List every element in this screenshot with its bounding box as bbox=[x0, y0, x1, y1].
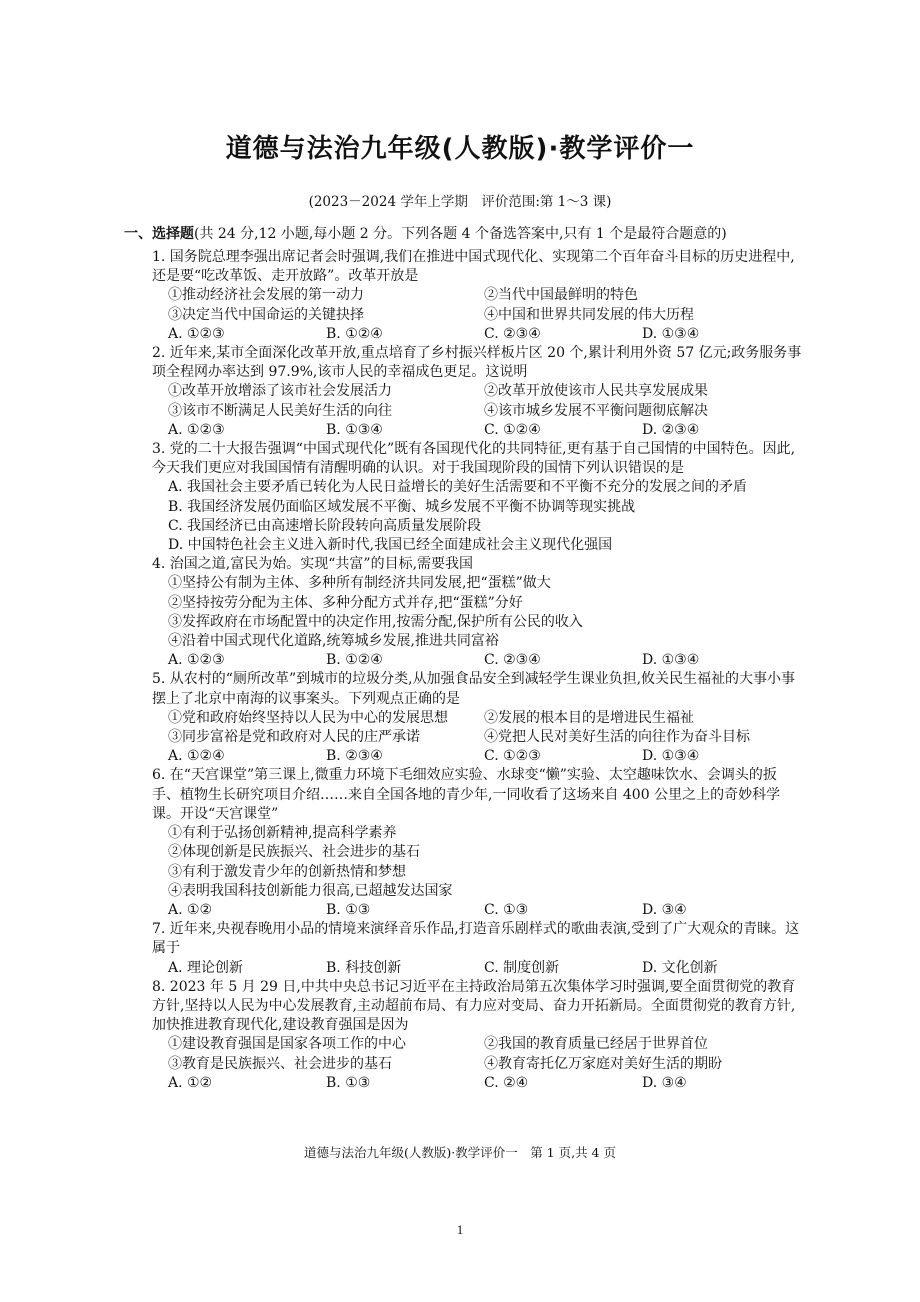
answer-choice: C. ①②③ bbox=[484, 748, 541, 765]
answer-choice: D. ①③④ bbox=[642, 748, 700, 765]
page-title: 道德与法治九年级(人教版)·教学评价一 bbox=[225, 134, 695, 164]
answer-choice: C. 制度创新 bbox=[484, 959, 560, 976]
answer-choice: B. ①③ bbox=[326, 1074, 371, 1091]
answer-row bbox=[152, 325, 802, 344]
option: ①推动经济社会发展的第一动力 bbox=[168, 287, 364, 304]
answer-choice: A. 理论创新 bbox=[168, 959, 244, 976]
answer-choice: A. ①②③ bbox=[168, 325, 225, 342]
answer-choice: D. ②③④ bbox=[642, 421, 700, 438]
option-row bbox=[152, 382, 802, 401]
option: ④该市城乡发展不平衡问题彻底解决 bbox=[484, 402, 708, 419]
answer-choice: A. 我国社会主要矛盾已转化为人民日益增长的美好生活需要和不平衡不充分的发展之间的矛盾 bbox=[168, 479, 748, 496]
option: ④教育寄托亿万家庭对美好生活的期盼 bbox=[484, 1055, 722, 1072]
answer-choice: B. ①②④ bbox=[326, 652, 383, 669]
question-stem: 1. 国务院总理李强出席记者会时强调,我们在推进中国式现代化、实现第二个百年奋斗目标的历史进程中,还是要“吃改革饭、走开放路”。改革开放是 bbox=[152, 249, 795, 285]
answer-choice: C. 我国经济已由高速增长阶段转向高质量发展阶段 bbox=[168, 517, 482, 534]
option: ④表明我国科技创新能力很高,已超越发达国家 bbox=[168, 882, 453, 899]
option: ③同步富裕是党和政府对人民的庄严承诺 bbox=[168, 729, 420, 746]
option: ②当代中国最鲜明的特色 bbox=[484, 287, 638, 304]
answer-choice: A. ①②③ bbox=[168, 421, 225, 438]
question-stem: 6. 在“天宫课堂”第三课上,微重力环境下毛细效应实验、水球变“懒”实验、太空趣味饮水、会调头的扳手、植物生长研究项目介绍……来自全国各地的青少年,一同收看了这场来自 400 公里之上的奇妙科学课。开设“天宫课堂” bbox=[152, 767, 781, 822]
section-heading bbox=[124, 224, 804, 244]
answer-row bbox=[152, 901, 802, 920]
answer-choice: D. ③④ bbox=[642, 1074, 687, 1091]
question-8 bbox=[152, 978, 802, 1093]
option: ①党和政府始终坚持以人民为中心的发展思想 bbox=[168, 709, 448, 726]
option-row bbox=[152, 1035, 802, 1054]
option: ①建设教育强国是国家各项工作的中心 bbox=[168, 1036, 406, 1053]
question-list bbox=[152, 248, 802, 1093]
question-3 bbox=[152, 440, 802, 555]
option-row bbox=[152, 1055, 802, 1074]
option: ②发展的根本目的是增进民生福祉 bbox=[484, 709, 694, 726]
answer-choice: C. ①②④ bbox=[484, 421, 541, 438]
question-stem: 4. 治国之道,富民为始。实现“共富”的目标,需要我国 bbox=[152, 556, 474, 573]
option: ④沿着中国式现代化道路,统筹城乡发展,推进共同富裕 bbox=[168, 633, 499, 650]
question-4 bbox=[152, 555, 802, 670]
answer-choice: B. 我国经济发展仍面临区域发展不平衡、城乡发展不平衡不协调等现实挑战 bbox=[168, 498, 636, 515]
answer-choice: A. ①②③ bbox=[168, 652, 225, 669]
answer-choice: D. ③④ bbox=[642, 901, 687, 918]
option: ③教育是民族振兴、社会进步的基石 bbox=[168, 1055, 392, 1072]
answer-choice: D. ①③④ bbox=[642, 325, 700, 342]
answer-choice: A. ①②④ bbox=[168, 748, 225, 765]
option: ②我国的教育质量已经居于世界首位 bbox=[484, 1036, 708, 1053]
question-1 bbox=[152, 248, 802, 344]
answer-choice: C. ②③④ bbox=[484, 652, 541, 669]
option: ①有利于弘扬创新精神,提高科学素养 bbox=[168, 825, 397, 842]
question-stem: 3. 党的二十大报告强调“中国式现代化”既有各国现代化的共同特征,更有基于自己国情的中国特色。因此,今天我们更应对我国国情有清醒明确的认识。对于我国现阶段的国情下列认识错误的是 bbox=[152, 441, 796, 477]
option-row bbox=[152, 709, 802, 728]
answer-choice: D. 文化创新 bbox=[642, 959, 718, 976]
question-stem: 7. 近年来,央视春晚用小品的情境来演绎音乐作品,打造音乐剧样式的歌曲表演,受到了广大观众的青睐。这属于 bbox=[152, 921, 800, 957]
option: ④党把人民对美好生活的向往作为奋斗目标 bbox=[484, 729, 750, 746]
option: ④中国和世界共同发展的伟大历程 bbox=[484, 306, 694, 323]
answer-row bbox=[152, 651, 802, 670]
answer-row bbox=[152, 1074, 802, 1093]
option: ③决定当代中国命运的关键抉择 bbox=[168, 306, 364, 323]
option: ②改革开放使该市人民共享发展成果 bbox=[484, 383, 708, 400]
option: ①坚持公有制为主体、多种所有制经济共同发展,把“蛋糕”做大 bbox=[168, 575, 551, 592]
answer-choice: C. ②③④ bbox=[484, 325, 541, 342]
answer-choice: B. ①③④ bbox=[326, 421, 383, 438]
question-stem: 8. 2023 年 5 月 29 日,中共中央总书记习近平在主持政治局第五次集体学习时强调,要全面贯彻党的教育方针,坚持以人民为中心发展教育,主动超前布局、有力应对变局、奋力开拓新局。全面贯彻党的教育方针,加快推进教育现代化,建设教育强国是因为 bbox=[152, 978, 796, 1034]
option: ③该市不断满足人民美好生活的向往 bbox=[168, 402, 392, 419]
answer-choice: A. ①② bbox=[168, 1074, 213, 1091]
option-row bbox=[152, 306, 802, 325]
answer-choice: B. 科技创新 bbox=[326, 959, 402, 976]
question-5 bbox=[152, 670, 802, 766]
question-stem: 5. 从农村的“厕所改革”到城市的垃圾分类,从加强食品安全到减轻学生课业负担,攸关民生福祉的大事小事摆上了北京中南海的议事案头。下列观点正确的是 bbox=[152, 671, 796, 707]
page-number: 1 bbox=[456, 1222, 464, 1237]
option: ②体现创新是民族振兴、社会进步的基石 bbox=[168, 844, 420, 861]
answer-choice: D. ①③④ bbox=[642, 652, 700, 669]
answer-row bbox=[152, 421, 802, 440]
question-7 bbox=[152, 920, 802, 978]
answer-choice: D. 中国特色社会主义进入新时代,我国已经全面建成社会主义现代化强国 bbox=[168, 537, 613, 554]
answer-choice: C. ②④ bbox=[484, 1074, 529, 1091]
option: ①改革开放增添了该市社会发展活力 bbox=[168, 383, 392, 400]
answer-choice: B. ①②④ bbox=[326, 325, 383, 342]
section-desc: (共 24 分,12 小题,每小题 2 分。下列各题 4 个备选答案中,只有 1 个是最符合题意的) bbox=[194, 226, 727, 242]
answer-row bbox=[152, 959, 802, 978]
option: ③有利于激发青少年的创新热情和梦想 bbox=[168, 863, 406, 880]
option-row bbox=[152, 286, 802, 305]
answer-choice: B. ②③④ bbox=[326, 748, 383, 765]
option: ②坚持按劳分配为主体、多种分配方式并存,把“蛋糕”分好 bbox=[168, 594, 523, 611]
question-2 bbox=[152, 344, 802, 440]
option-row bbox=[152, 728, 802, 747]
question-6 bbox=[152, 766, 802, 920]
answer-row bbox=[152, 747, 802, 766]
page-footer: 道德与法治九年级(人教版)·教学评价一 第 1 页,共 4 页 bbox=[303, 1145, 616, 1160]
answer-choice: A. ①② bbox=[168, 901, 213, 918]
answer-choice: B. ①③ bbox=[326, 901, 371, 918]
option-row bbox=[152, 402, 802, 421]
section-head: 一、选择题 bbox=[124, 226, 194, 242]
question-stem: 2. 近年来,某市全面深化改革开放,重点培育了乡村振兴样板片区 20 个,累计利用外资 57 亿元;政务服务事项全程网办率达到 97.9%,该市人民的幸福成色更足。这说明 bbox=[152, 345, 802, 381]
answer-choice: C. ①③ bbox=[484, 901, 529, 918]
page-subtitle: (2023－2024 学年上学期 评价范围:第 1～3 课) bbox=[308, 194, 612, 210]
option: ③发挥政府在市场配置中的决定作用,按需分配,保护所有公民的收入 bbox=[168, 613, 583, 630]
